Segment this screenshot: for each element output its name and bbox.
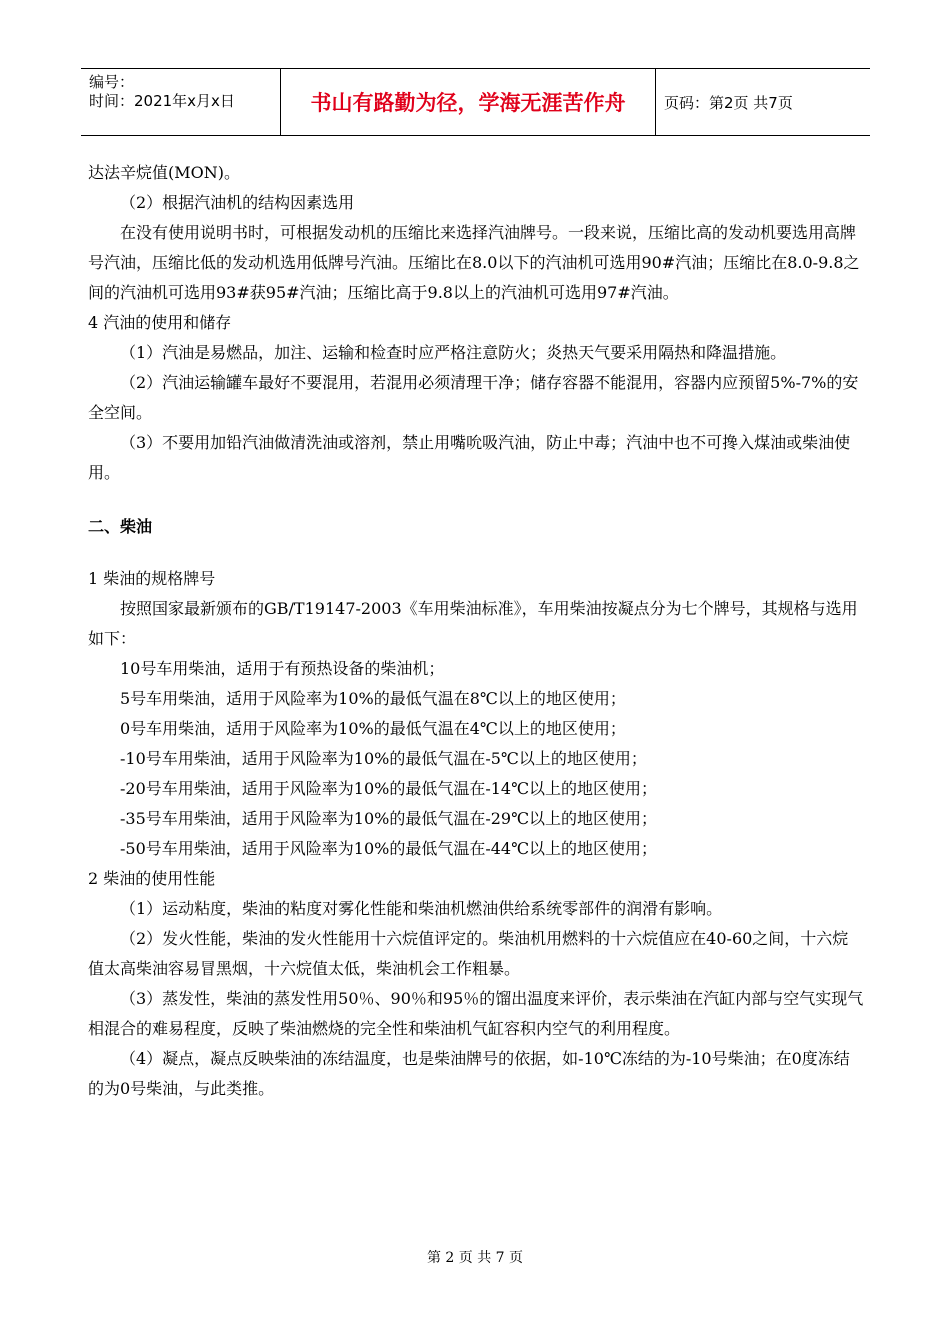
list-item: 10号车用柴油，适用于有预热设备的柴油机； — [120, 659, 445, 678]
paragraph: （4）凝点，凝点反映柴油的冻结温度，也是柴油牌号的依据，如-10℃冻结的为-10号柴油；在0度冻结的为0号柴油，与此类推。 — [88, 1049, 850, 1098]
list-item: -10号车用柴油，适用于风险率为10%的最低气温在-5℃以上的地区使用； — [120, 749, 647, 768]
list-item: -20号车用柴油，适用于风险率为10%的最低气温在-14℃以上的地区使用； — [120, 779, 657, 798]
paragraph: （1）汽油是易燃品，加注、运输和检查时应严格注意防火；炎热天气要采用隔热和降温措施。 — [120, 343, 787, 362]
paragraph: （2）汽油运输罐车最好不要混用，若混用必须清理干净；储存容器不能混用，容器内应预留5%-7%的安全空间。 — [88, 373, 859, 422]
list-item: -35号车用柴油，适用于风险率为10%的最低气温在-29℃以上的地区使用； — [120, 809, 657, 828]
paragraph: （1）运动粘度，柴油的粘度对雾化性能和柴油机燃油供给系统零部件的润滑有影响。 — [120, 899, 723, 918]
chapter-title: 二、柴油 — [88, 517, 153, 536]
doc-number-label: 编号： — [89, 73, 135, 91]
list-item: 0号车用柴油，适用于风险率为10%的最低气温在4℃以上的地区使用； — [120, 719, 626, 738]
header-motto: 书山有路勤为径，学海无涯苦作舟 — [281, 69, 656, 135]
paragraph: 在没有使用说明书时，可根据发动机的压缩比来选择汽油牌号。一段来说，压缩比高的发动机要选用高牌号汽油，压缩比低的发动机选用低牌号汽油。压缩比在8.0以下的汽油机可选用90#汽油；压缩比在8.0-9.8之间的汽油机可选用93#获95#汽油；压缩比高于9.8以上的汽油机可选用97#汽油。 — [88, 223, 860, 302]
header-page-info: 页码：第2页 共7页 — [664, 93, 793, 112]
list-item: -50号车用柴油，适用于风险率为10%的最低气温在-44℃以上的地区使用； — [120, 839, 657, 858]
paragraph: （2）发火性能，柴油的发火性能用十六烷值评定的。柴油机用燃料的十六烷值应在40-60之间，十六烷值太高柴油容易冒黑烟，十六烷值太低，柴油机会工作粗暴。 — [88, 929, 849, 978]
paragraph: 按照国家最新颁布的GB/T19147-2003《车用柴油标准》，车用柴油按凝点分为七个牌号，其规格与选用如下： — [88, 599, 858, 648]
subheading: （2）根据汽油机的结构因素选用 — [120, 193, 355, 212]
section-heading: 2 柴油的使用性能 — [88, 869, 216, 888]
header-meta — [81, 69, 281, 135]
doc-date: 时间：2021年x月x日 — [89, 92, 235, 110]
section-heading: 4 汽油的使用和储存 — [88, 313, 232, 332]
page-header — [81, 68, 870, 136]
paragraph: （3）不要用加铅汽油做清洗油或溶剂，禁止用嘴吮吸汽油，防止中毒；汽油中也不可搀入煤油或柴油使用。 — [88, 433, 851, 482]
paragraph: 达法辛烷值(MON)。 — [88, 163, 240, 182]
paragraph: （3）蒸发性，柴油的蒸发性用50％、90％和95％的馏出温度来评价，表示柴油在汽缸内部与空气实现气相混合的难易程度，反映了柴油燃烧的完全性和柴油机气缸容积内空气的利用程度。 — [88, 989, 864, 1038]
document-body — [88, 158, 864, 1104]
page-footer: 第 2 页 共 7 页 — [426, 1250, 524, 1266]
list-item: 5号车用柴油，适用于风险率为10%的最低气温在8℃以上的地区使用； — [120, 689, 626, 708]
section-heading: 1 柴油的规格牌号 — [88, 569, 216, 588]
